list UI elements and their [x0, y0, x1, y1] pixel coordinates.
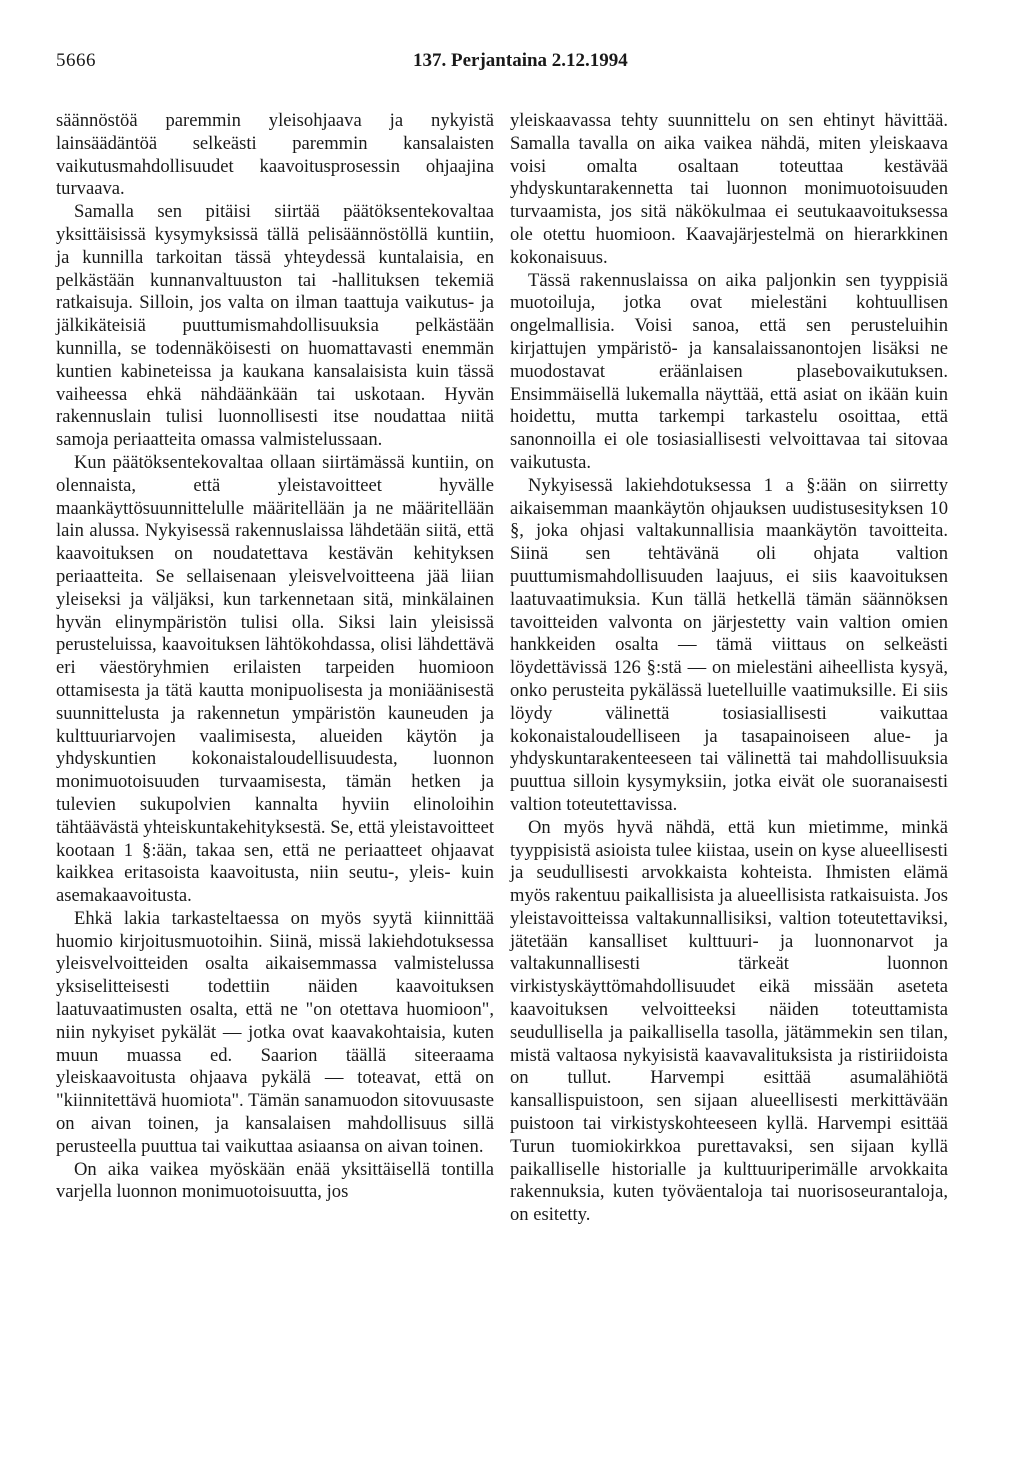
paragraph: Ehkä lakia tarkasteltaessa on myös syytä kiinnittää huomio kirjoitusmuotoihin. Siinä, missä lakiehdotuksessa yleisvelvoitteiden osalta aikaisemmassa valmistelussa yksiselitteisesti todettiin näiden kaavoituksen laatuvaatimusten osalta, että ne "on otettava huomioon", niin nykyiset pykälät — jotka ovat kaavakohtaisia, kuten muun muassa ed. Saarion täällä siteeraama yleiskaavoitusta ohjaava pykälä — toteavat, että on "kiinnitettävä huomiota". Tämän sanamuodon sitovuusaste on aivan toinen, ja kansalaisen mahdollisuus sillä perusteella puuttua tai vaikuttaa asiaansa on aivan toinen. [56, 907, 494, 1157]
paragraph: Samalla sen pitäisi siirtää päätöksentekovaltaa yksittäisissä kysymyksissä tällä pelisäännöstöllä kuntiin, ja kunnilla tarkoitan tässä yhteydessä kuntalaisia, en pelkästään kunnanvaltuuston tai -hallituksen tekemiä ratkaisuja. Silloin, jos valta on ilman taattuja vaikutus- ja jälkikäteisiä puuttumismahdollisuuksia pelkästään kunnilla, se todennäköisesti on huomattavasti enemmän kuntien kabineteissa ja kaukana kansalaisista kuin tässä vaiheessa ehkä nähdäänkään tai uskotaan. Hyvän rakennuslain tulisi luonnollisesti itse noudattaa niitä samoja periaatteita omassa valmistelussaan. [56, 201, 494, 451]
left-column [56, 110, 494, 1204]
paragraph: säännöstöä paremmin yleisohjaava ja nykyistä lainsäädäntöä selkeästi paremmin kansalaisten vaikutusmahdollisuudet kaavoitusprosessin ohjaajina turvaava. [56, 110, 494, 200]
paragraph: Kun päätöksentekovaltaa ollaan siirtämässä kuntiin, on olennaista, että yleistavoitteet hyvälle maankäyttösuunnittelulle määritellään ja ne määritellään lain alussa. Nykyisessä rakennuslaissa lähdetään siitä, että kaavoituksen on noudatettava kestävän kehityksen periaatteita. Se sellaisenaan yleisvelvoitteena jää liian yleiseksi ja väljäksi, kun tarkennetaan sitä, minkälainen hyvän elinympäristön tulisi olla. Siksi lain yleisissä perusteluissa, kaavoituksen lähtökohdassa, olisi lähdettävä eri väestöryhmien erilaisten tarpeiden huomioon ottamisesta ja tätä kautta monipuolisesta ja moniäänisestä suunnittelusta ja rakennetun ympäristön kauneuden ja kulttuuriarvojen vaalimisesta, alueiden käytön ja yhdyskuntien kokonaistaloudellisuudesta, luonnon monimuotoisuuden turvaamisesta, tämän hetken ja tulevien sukupolvien kannalta hyviin elinoloihin tähtäävästä yhteiskuntakehityksestä. Se, että yleistavoitteet kootaan 1 §:ään, takaa sen, että ne periaatteet ohjaavat kaikkea eritasoista kaavoitusta, niin seutu-, yleis- kuin asemakaavoitusta. [56, 451, 494, 907]
paragraph: yleiskaavassa tehty suunnittelu on sen ehtinyt hävittää. Samalla tavalla on aika vaikea nähdä, miten yleiskaava voisi omalta osaltaan toteuttaa kestävää yhdyskuntarakennetta tai luonnon monimuotoisuuden turvaamista, jos sitä näkökulmaa ei seutukaavoituksessa ole otettu huomioon. Kaavajärjestelmä on hierarkkinen kokonaisuus. [510, 110, 948, 268]
paragraph: Nykyisessä lakiehdotuksessa 1 a §:ään on siirretty aikaisemman maankäytön ohjauksen uudistusesityksen 10 §, joka ohjasi valtakunnallisia maankäytön tavoitteita. Siinä sen tehtävänä oli ohjata valtion puuttumismahdollisuuden laajuus, ei siis kaavoituksen laatuvaatimuksia. Kun tällä hetkellä tämän säännöksen tavoitteiden valvonta on järjestetty vain valtion omien hankkeiden osalta — tämä viittaus on selkeästi löydettävissä 126 §:stä — on mielestäni aiheellista kysyä, onko perusteita pykälässä luetelluille vaatimuksille. Ei siis löydy välinettä tosiasiallisesti vaikuttaa kokonaistaloudelliseen ja tasapainoiseen alue- ja yhdyskuntarakenteeseen tai välinettä tai mahdollisuuksia puuttua silloin kysymyksiin, jotka eivät ole suoranaisesti valtion toteutettavissa. [510, 474, 948, 815]
paragraph: On aika vaikea myöskään enää yksittäisellä tontilla varjella luonnon monimuotoisuutta, jos [56, 1158, 494, 1203]
paragraph: Tässä rakennuslaissa on aika paljonkin sen tyyppisiä muotoiluja, jotka ovat mielestäni kohtuullisen ongelmallisia. Voisi sanoa, että sen perusteluihin kirjattujen ympäristö- ja kansalaissanontojen lisäksi ne muodostavat eräänlaisen plasebovaikutuksen. Ensimmäisellä lukemalla näyttää, että asiat on ikään kuin hoidettu, mutta tarkempi tarkastelu osoittaa, että sanonnoilla ei ole tosiasiallisesti velvoittavaa tai sitovaa vaikutusta. [510, 269, 948, 473]
page-header [0, 50, 1024, 76]
right-column [510, 110, 948, 1227]
page-number: 5666 [56, 50, 96, 71]
paragraph: On myös hyvä nähdä, että kun mietimme, minkä tyyppisistä asioista tulee kiistaa, usein on kyse alueellisesti ja seudullisesti arvokkaista kohteista. Ihmisten elämä myös rakentuu paikallisista ja alueellisista ratkaisuista. Jos yleistavoitteissa valtakunnallisiksi, valtion toteutettaviksi, jätetään kansalliset kulttuuri- ja luonnonarvot ja valtakunnallisesti tärkeät luonnon virkistyskäyttömahdollisuudet eikä missään aseteta kaavoituksen velvoitteeksi näiden toteuttamista seudullisella ja paikallisella tasolla, jätämmekin sen tilan, mistä valtaosa nykyisistä kaavavalituksista ja ristiriidoista on tullut. Harvempi esittää asumalähiötä kansallispuistoon, sen sijaan alueellisesti merkittävään puistoon tai virkistyskohteeseen kyllä. Harvempi esittää Turun tuomiokirkkoa purettavaksi, sen sijaan kyllä paikalliselle historialle ja kulttuuriperimälle arvokkaita rakennuksia, kuten työväentaloja tai nuorisoseurantaloja, on esitetty. [510, 816, 948, 1226]
issue-date: 137. Perjantaina 2.12.1994 [413, 50, 628, 71]
